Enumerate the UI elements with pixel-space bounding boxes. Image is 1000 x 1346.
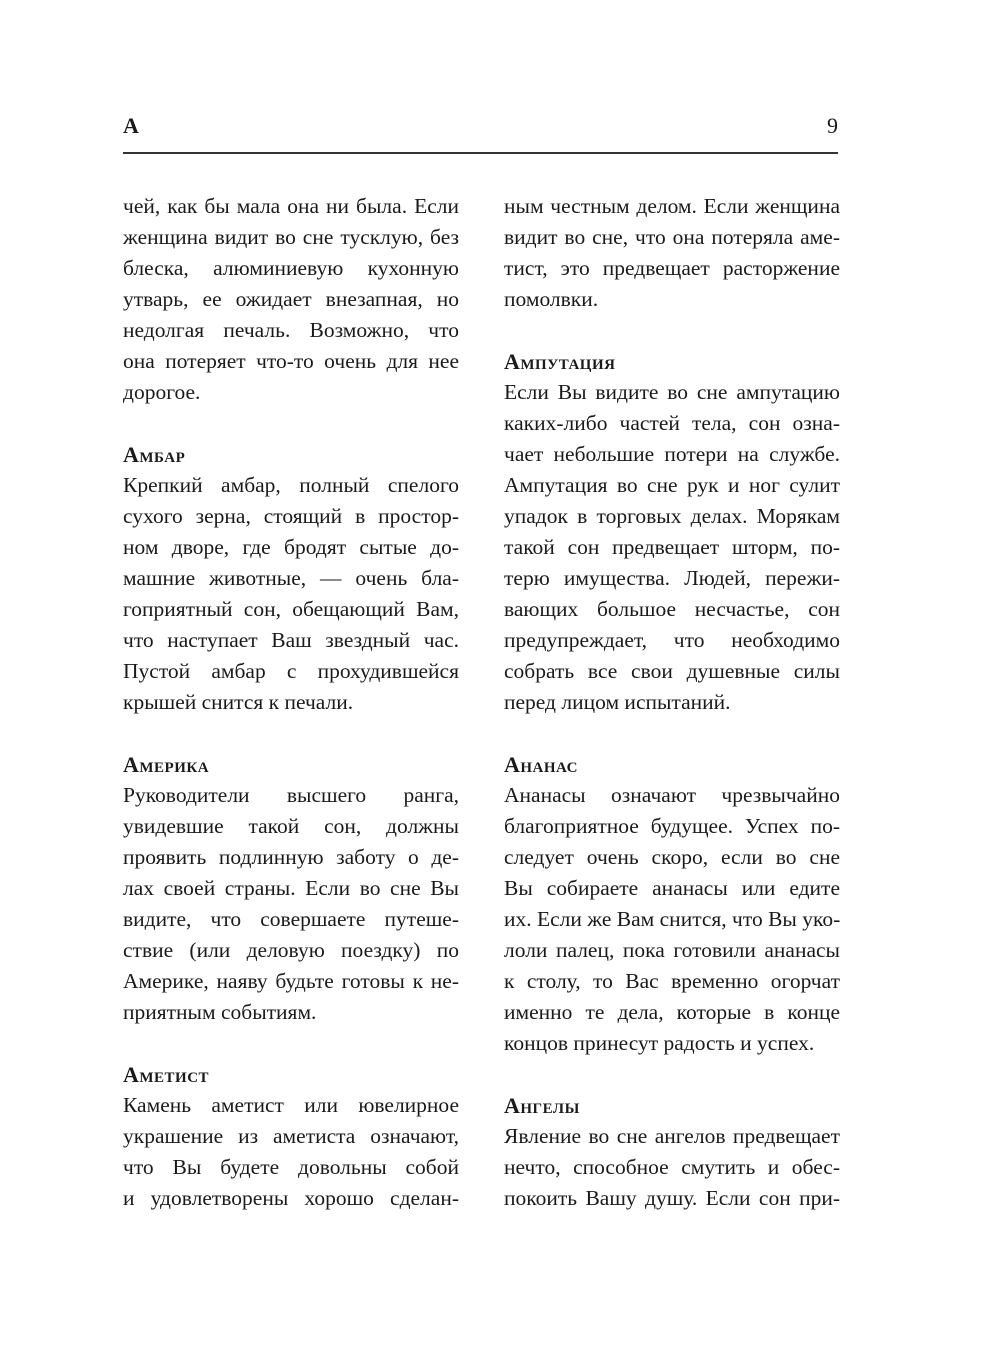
text-line: лах своей страны. Если во сне Вы [123,876,459,900]
text-line: следует очень скоро, если во сне [504,845,840,869]
dictionary-entry-ametist [123,1059,459,1214]
text-line: Пустой амбар с прохудившейся [123,659,459,683]
text-line: к столу, то Вас временно огорчат [504,969,840,993]
text-line: сухого зерна, стоящий в простор- [123,504,459,528]
text-line: терю имущества. Людей, пережи- [504,566,840,590]
text-line: каких-либо частей тела, сон озна- [504,411,840,435]
text-line: покоить Вашу душу. Если сон при- [504,1186,840,1210]
text-line: Если Вы видите во сне ампутацию [504,380,840,404]
continued-paragraph [123,191,459,408]
text-line: Вы собираете ананасы или едите [504,876,840,900]
text-line: помолвки. [504,287,599,311]
text-line: упадок в торговых делах. Морякам [504,504,840,528]
running-header [123,113,838,143]
text-line: проявить подлинную заботу о де- [123,845,459,869]
page-number: 9 [827,113,838,138]
text-line: видите, что совершаете путеше- [123,907,459,931]
text-line: Ананасы означают чрезвычайно [504,783,840,807]
text-line: лоли палец, пока готовили ананасы [504,938,840,962]
text-line: их. Если же Вам снится, что Вы уко- [504,907,841,931]
text-line: чей, как бы мала она ни была. Если [123,194,459,218]
text-line: что Вы будете довольны собой [123,1155,459,1179]
dictionary-entry-ananas [504,749,840,1059]
text-line: она потеряет что-то очень для нее [123,349,459,373]
text-line: ным честным делом. Если женщина [504,194,840,218]
text-line: Ампутация во сне рук и ног сулит [504,473,840,497]
text-line: концов принесут радость и успех. [504,1031,815,1055]
text-line: блеска, алюминиевую кухонную [123,256,459,280]
text-line: крышей снится к печали. [123,690,354,714]
text-line: ствие (или деловую поездку) по [123,938,459,962]
text-line: Камень аметист или ювелирное [123,1093,459,1117]
dictionary-entry-ambar [123,439,459,718]
text-line: и удовлетворены хорошо сделан- [123,1186,459,1210]
text-line: утварь, ее ожидает внезапная, но [123,287,459,311]
continued-paragraph [504,191,840,315]
entry-heading: Америка [123,752,210,777]
entry-heading: Ампутация [504,349,616,374]
entry-heading: Амбар [123,442,186,467]
text-line: тист, это предвещает расторжение [504,256,840,280]
entry-body [504,1121,840,1214]
left-column [123,191,459,1214]
text-line: приятным событиям. [123,1000,317,1024]
text-line: гоприятный сон, обещающий Вам, [123,597,459,621]
entry-body [504,780,840,1059]
text-line: видит во сне, что она потеряла аме- [504,225,840,249]
dictionary-entry-amputatsiya [504,346,840,718]
entry-heading: Ананас [504,752,578,777]
entry-body [123,780,459,1028]
section-letter: А [123,113,139,138]
entry-body [504,377,840,718]
dictionary-entry-amerika [123,749,459,1028]
text-line: ном дворе, где бродят сытые до- [123,535,459,559]
text-line: благоприятное будущее. Успех по- [504,814,840,838]
text-line: такой сон предвещает шторм, по- [504,535,840,559]
dictionary-entry-angely [504,1090,840,1214]
text-line: машние животные, — очень бла- [123,566,459,590]
text-line: нечто, способное смутить и обес- [504,1155,840,1179]
right-column [504,191,840,1214]
text-line: предупреждает, что необходимо [504,628,840,652]
text-line: Крепкий амбар, полный спелого [123,473,459,497]
text-line: перед лицом испытаний. [504,690,731,714]
entry-heading: Аметист [123,1062,210,1087]
text-line: Руководители высшего ранга, [123,783,459,807]
text-line: вающих большое несчастье, сон [504,597,840,621]
text-line: Явление во сне ангелов предвещает [504,1124,840,1148]
text-line: украшение из аметиста означают, [123,1124,459,1148]
text-line: собрать все свои душевные силы [504,659,840,683]
text-line: недолгая печаль. Возможно, что [123,318,459,342]
entry-body [123,470,459,718]
text-line: что наступает Ваш звездный час. [123,628,459,652]
text-line: Америке, наяву будьте готовы к не- [123,969,459,993]
text-line: дорогое. [123,380,201,404]
text-line: увидевшие такой сон, должны [123,814,459,838]
text-line: именно те дела, которые в конце [504,1000,840,1024]
entry-body [123,1090,459,1214]
entry-heading: Ангелы [504,1093,580,1118]
text-line: женщина видит во сне тусклую, без [123,225,459,249]
text-line: чает небольшие потери на службе. [504,442,840,466]
header-rule [123,152,838,154]
